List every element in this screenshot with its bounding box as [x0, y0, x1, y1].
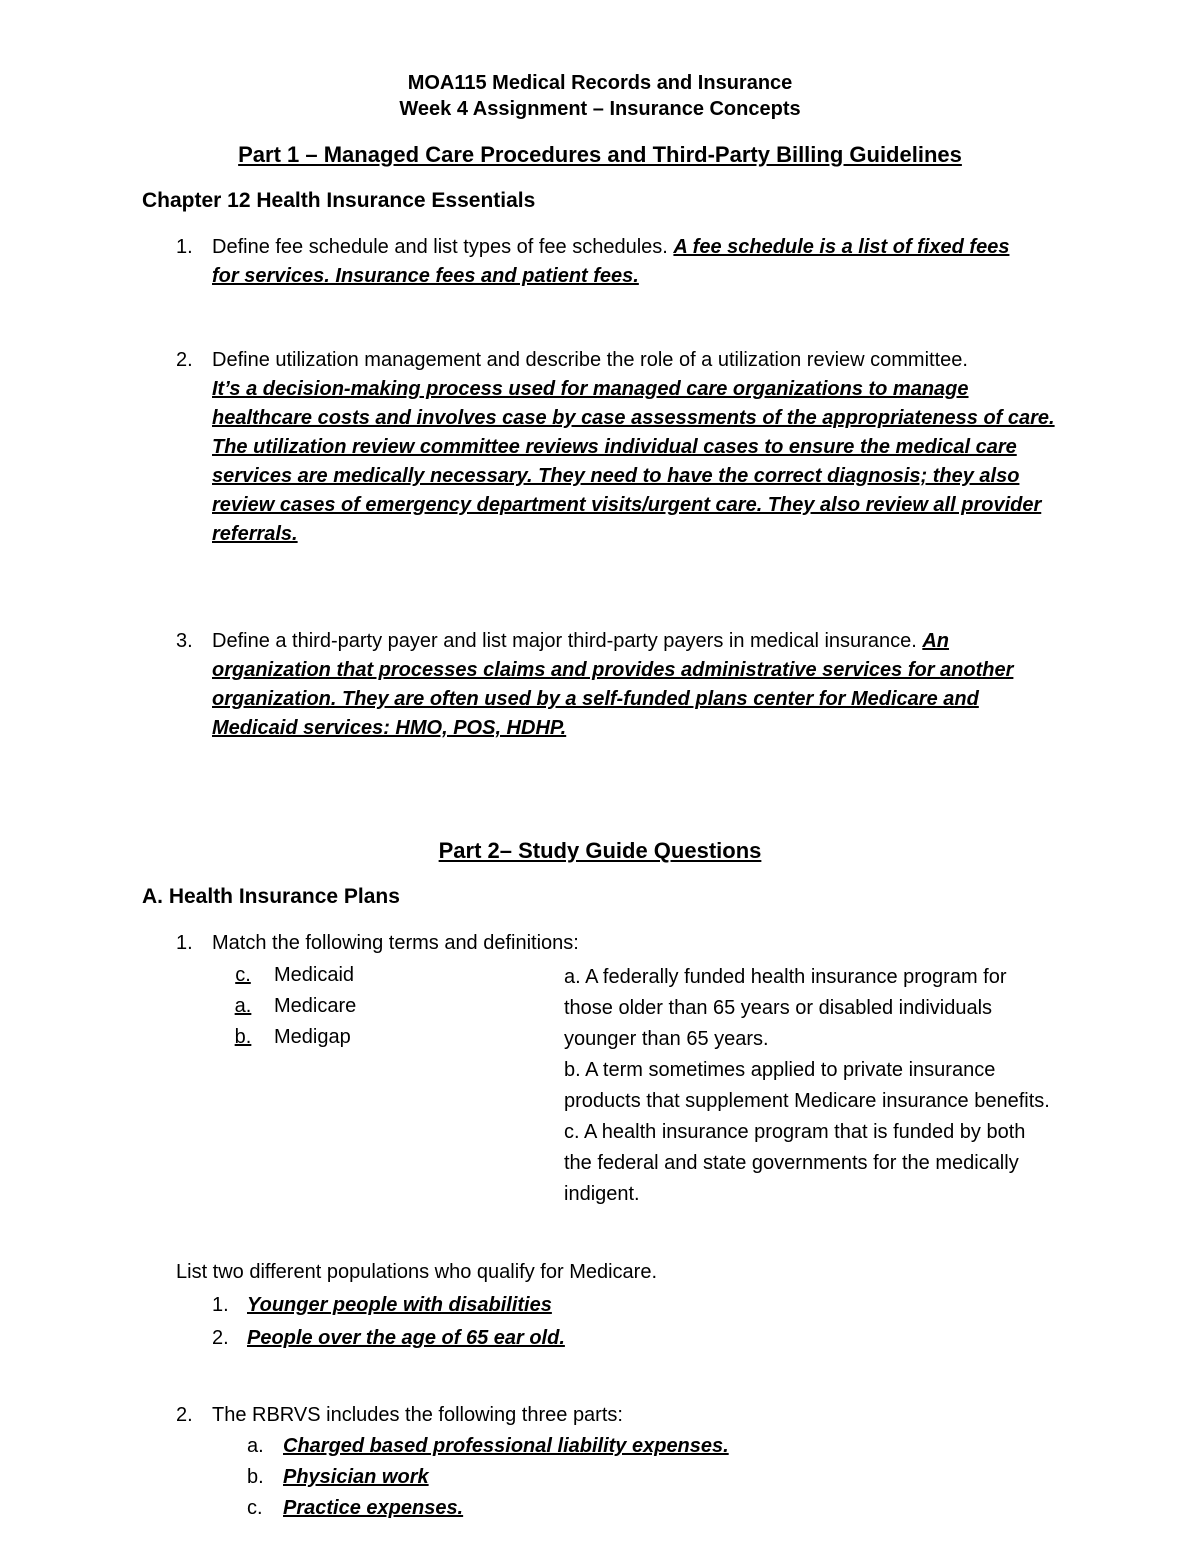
rbrvs-answer: Charged based professional liability expenses.: [283, 1435, 729, 1457]
match-term-row: [212, 992, 356, 1021]
answer-line: Medicaid services: HMO, POS, HDHP.: [212, 717, 567, 739]
match-answer-blank[interactable]: b.: [234, 1026, 252, 1048]
chapter-heading: Chapter 12 Health Insurance Essentials: [142, 189, 536, 212]
match-term-row: [212, 1023, 351, 1052]
answer-line: It’s a decision-making process used for managed care organizations to manage: [212, 378, 969, 400]
answer-line: referrals.: [212, 523, 298, 545]
section-a-heading: A. Health Insurance Plans: [142, 885, 400, 908]
answer-line: organization that processes claims and provides administrative services for another: [212, 659, 1014, 681]
part1-title: Part 1 – Managed Care Procedures and Third-Party Billing Guidelines: [238, 142, 962, 167]
match-answer-blank[interactable]: a.: [234, 995, 252, 1017]
question-number: 2.: [176, 1404, 193, 1426]
list-letter: b.: [247, 1466, 264, 1488]
question-number: 2.: [176, 349, 193, 371]
rbrvs-answer: Practice expenses.: [283, 1497, 464, 1519]
match-answer-blank[interactable]: c.: [235, 964, 251, 986]
answer-line: services are medically necessary. They need to have the correct diagnosis; they also: [212, 465, 1020, 487]
definition-item: a. A federally funded health insurance program for those older than 65 years or disabled individuals younger than 65 years.: [564, 966, 1007, 1050]
answer-line: review cases of emergency department visits/urgent care. They also review all provider: [212, 494, 1042, 516]
population-answer: People over the age of 65 ear old.: [247, 1327, 565, 1349]
assignment-title: Week 4 Assignment – Insurance Concepts: [399, 98, 801, 120]
population-answer: Younger people with disabilities: [247, 1294, 552, 1316]
list-letter: a.: [247, 1435, 264, 1457]
rbrvs-answer: Physician work: [283, 1466, 429, 1488]
match-term: Medicaid: [274, 964, 355, 986]
part2-title: Part 2– Study Guide Questions: [438, 838, 762, 863]
question-3: [212, 627, 1112, 743]
list-number: 1.: [212, 1294, 229, 1316]
question-text: Define utilization management and describe the role of a utilization review committee.: [212, 349, 968, 371]
answer-line: organization. They are often used by a self-funded plans center for Medicare and: [212, 688, 979, 710]
question-number: 1.: [176, 236, 193, 258]
answer-line: A fee schedule is a list of fixed fees: [673, 236, 1010, 258]
question-1: [212, 233, 1112, 291]
answer-line: The utilization review committee reviews individual cases to ensure the medical care: [212, 436, 1017, 458]
match-prompt: Match the following terms and definitions:: [212, 932, 579, 954]
rbrvs-prompt: The RBRVS includes the following three parts:: [212, 1404, 623, 1426]
list-letter: c.: [247, 1497, 263, 1519]
question-2: [212, 346, 1112, 549]
question-number: 3.: [176, 630, 193, 652]
question-text: Define a third-party payer and list major third-party payers in medical insurance.: [212, 630, 917, 652]
question-text: Define fee schedule and list types of fee schedules.: [212, 236, 668, 258]
answer-line: for services. Insurance fees and patient fees.: [212, 265, 639, 287]
answer-line: An: [922, 630, 949, 652]
match-term-row: [212, 961, 354, 990]
definitions-column: [564, 962, 1054, 1210]
course-title: MOA115 Medical Records and Insurance: [407, 72, 793, 94]
populations-prompt: List two different populations who qualify for Medicare.: [176, 1261, 658, 1283]
list-number: 2.: [212, 1327, 229, 1349]
definition-item: b. A term sometimes applied to private insurance products that supplement Medicare insurance benefits.: [564, 1059, 1050, 1112]
match-term: Medigap: [274, 1026, 351, 1048]
match-term: Medicare: [274, 995, 357, 1017]
answer-line: healthcare costs and involves case by case assessments of the appropriateness of care.: [212, 407, 1055, 429]
question-number: 1.: [176, 932, 193, 954]
definition-item: c. A health insurance program that is funded by both the federal and state governments for the medically indigent.: [564, 1121, 1026, 1205]
